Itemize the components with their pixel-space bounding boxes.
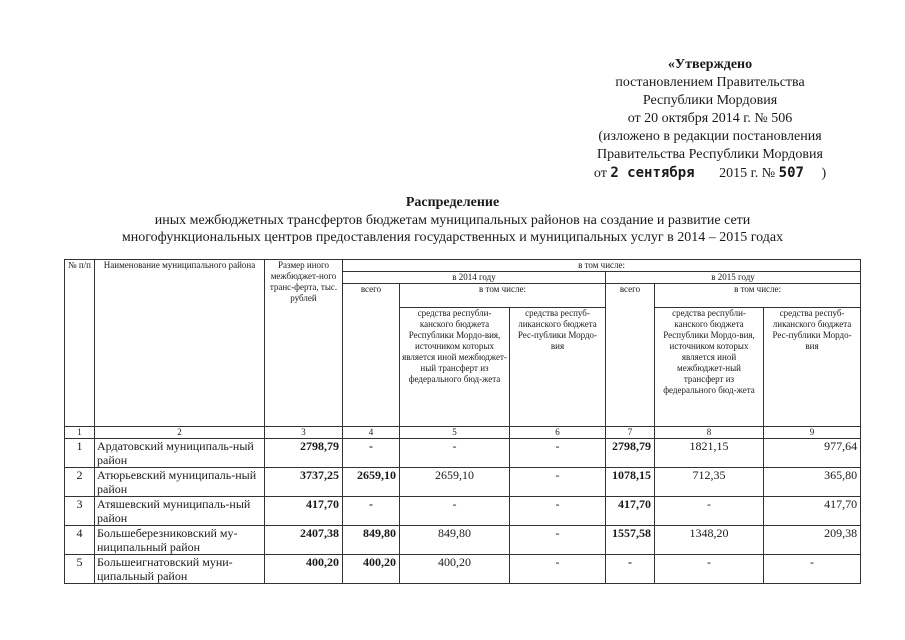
column-number: 1 [65, 427, 95, 439]
republic-2014: - [510, 439, 606, 468]
district-name: Ардатовский муниципаль-ный район [95, 439, 265, 468]
transfer-total: 2798,79 [265, 439, 343, 468]
header-year-2014: в 2014 году [343, 272, 606, 284]
transfer-total: 417,70 [265, 497, 343, 526]
approval-heading: «Утверждено [667, 57, 753, 72]
column-number: 2 [95, 427, 265, 439]
header-total-2015: всего [606, 284, 655, 427]
republic-2014: - [510, 555, 606, 584]
federal-2014: - [400, 439, 510, 468]
approval-line: постановлением Правительства [615, 75, 805, 90]
total-2015: 417,70 [606, 497, 655, 526]
column-number: 8 [655, 427, 764, 439]
header-federal-2015: средства республи-канского бюджета Республики Мордо-вия, источником которых является иной межбюджет-ный трансферт из федерального бюд-жета [655, 308, 764, 427]
header-republic-2015: средства респуб-ликанского бюджета Рес-публики Мордо-вия [764, 308, 861, 427]
distribution-table [64, 259, 861, 584]
federal-2014: 2659,10 [400, 468, 510, 497]
federal-2015: 712,35 [655, 468, 764, 497]
district-name: Атяшевский муниципаль-ный район [95, 497, 265, 526]
header-total-2014: всего [343, 284, 400, 427]
row-number: 4 [65, 526, 95, 555]
row-number: 2 [65, 468, 95, 497]
document-subtitle-line: иных межбюджетных трансфертов бюджетам муниципальных районов на создание и развитие сети [154, 213, 751, 228]
approval-number: 507 [778, 165, 804, 181]
table-row [65, 439, 861, 468]
row-number: 1 [65, 439, 95, 468]
total-2015: 1078,15 [606, 468, 655, 497]
federal-2015: - [655, 497, 764, 526]
approval-line: Республики Мордовия [642, 93, 778, 108]
header-row [65, 260, 861, 272]
federal-2014: 400,20 [400, 555, 510, 584]
transfer-total: 400,20 [265, 555, 343, 584]
republic-2015: 209,38 [764, 526, 861, 555]
total-2015: - [606, 555, 655, 584]
column-number-row [65, 427, 861, 439]
republic-2015: 365,80 [764, 468, 861, 497]
table-row [65, 497, 861, 526]
republic-2014: - [510, 526, 606, 555]
approval-date-line [580, 164, 840, 183]
district-name: Большеигнатовский муни-ципальный район [95, 555, 265, 584]
approval-line: (изложено в редакции постановления [598, 129, 822, 144]
republic-2015: 977,64 [764, 439, 861, 468]
header-num: № п/п [65, 260, 95, 427]
approval-date-suffix: ) [821, 166, 827, 181]
approval-date-year: 2015 г. № [719, 166, 776, 181]
title-block [20, 194, 885, 246]
republic-2014: - [510, 468, 606, 497]
column-number: 3 [265, 427, 343, 439]
district-name: Большеберезниковский му-ниципальный район [95, 526, 265, 555]
header-year-2015: в 2015 году [606, 272, 861, 284]
document-subtitle-line: многофункциональных центров предоставления государственных и муниципальных услуг в 2014 – 2015 годах [121, 230, 784, 245]
table-row [65, 468, 861, 497]
total-2014: 849,80 [343, 526, 400, 555]
approval-date-prefix: от [593, 166, 607, 181]
header-including-2014: в том числе: [400, 284, 606, 308]
approval-stamp [580, 56, 840, 183]
total-2015: 2798,79 [606, 439, 655, 468]
column-number: 7 [606, 427, 655, 439]
federal-2014: 849,80 [400, 526, 510, 555]
header-size: Размер иного межбюджет-ного транс-ферта, тыс. рублей [265, 260, 343, 427]
federal-2015: 1821,15 [655, 439, 764, 468]
column-number: 4 [343, 427, 400, 439]
header-republic-2014: средства респуб-ликанского бюджета Рес-публики Мордо-вия [510, 308, 606, 427]
column-number: 9 [764, 427, 861, 439]
approval-line: Правительства Республики Мордовия [597, 147, 823, 162]
header-including: в том числе: [343, 260, 861, 272]
total-2014: - [343, 497, 400, 526]
approval-date-day: 2 сентября [610, 165, 695, 181]
federal-2014: - [400, 497, 510, 526]
column-number: 5 [400, 427, 510, 439]
header-name: Наименование муниципального района [95, 260, 265, 427]
header-including-2015: в том числе: [655, 284, 861, 308]
republic-2015: - [764, 555, 861, 584]
total-2014: 2659,10 [343, 468, 400, 497]
total-2014: 400,20 [343, 555, 400, 584]
republic-2015: 417,70 [764, 497, 861, 526]
federal-2015: - [655, 555, 764, 584]
approval-line: от 20 октября 2014 г. № 506 [627, 111, 793, 126]
document-title: Распределение [405, 195, 500, 210]
table-row [65, 555, 861, 584]
transfer-total: 2407,38 [265, 526, 343, 555]
district-name: Атюрьевский муниципаль-ный район [95, 468, 265, 497]
table-row [65, 526, 861, 555]
transfer-total: 3737,25 [265, 468, 343, 497]
header-federal-2014: средства республи-канского бюджета Республики Мордо-вия, источником которых является иной межбюджет-ный трансферт из федерального бюд-жета [400, 308, 510, 427]
column-number: 6 [510, 427, 606, 439]
federal-2015: 1348,20 [655, 526, 764, 555]
row-number: 3 [65, 497, 95, 526]
total-2014: - [343, 439, 400, 468]
republic-2014: - [510, 497, 606, 526]
total-2015: 1557,58 [606, 526, 655, 555]
row-number: 5 [65, 555, 95, 584]
